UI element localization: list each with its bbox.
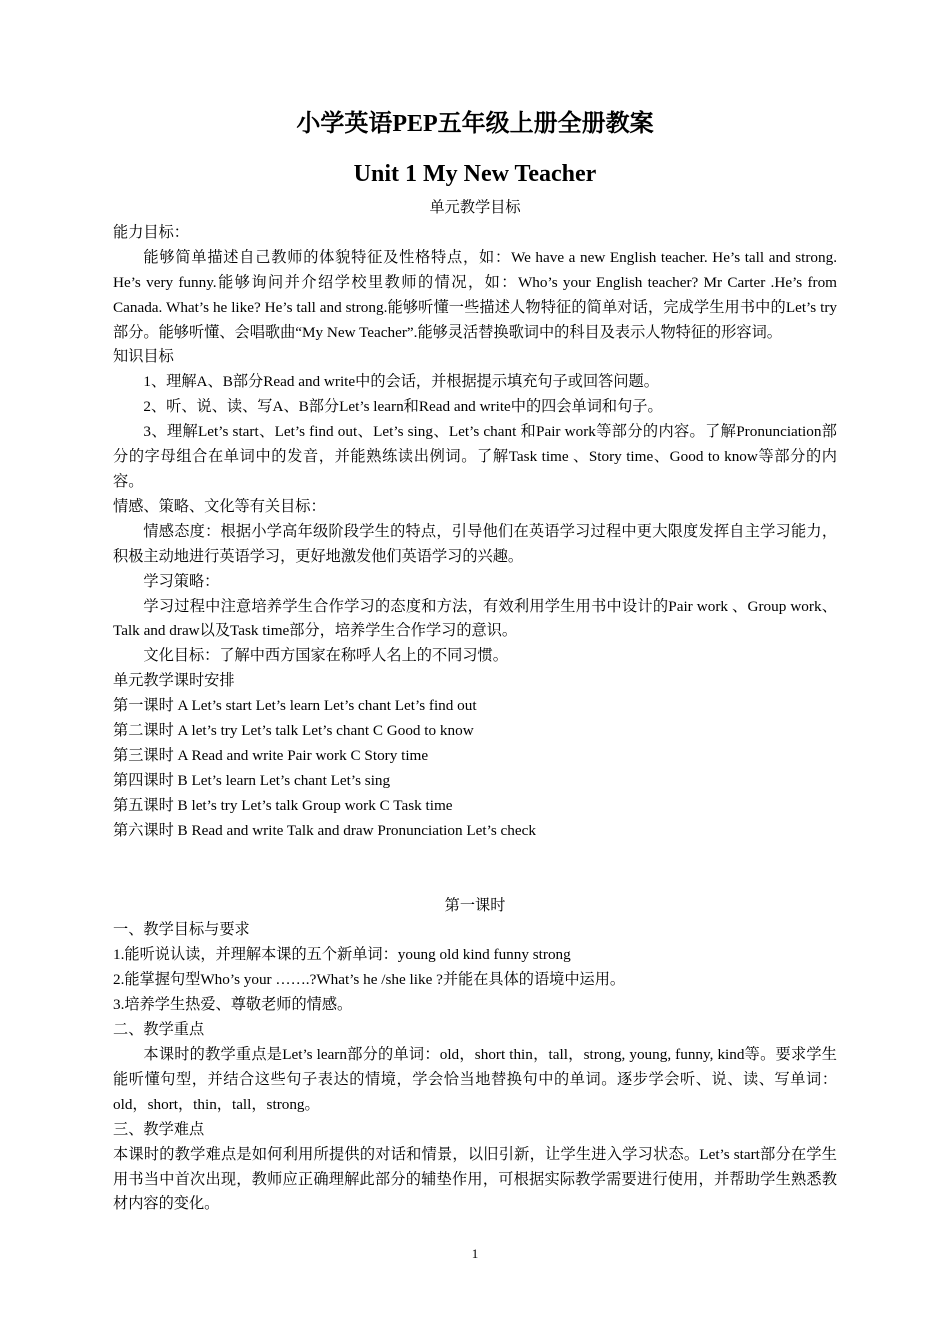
schedule-item: 第二课时 A let’s try Let’s talk Let’s chant C Good to know bbox=[113, 722, 474, 740]
schedule-item: 第五课时 B let’s try Let’s talk Group work C Task time bbox=[113, 796, 453, 814]
schedule-heading: 单元教学课时安排 bbox=[113, 672, 235, 690]
knowledge-item: 2、听、说、读、写A、B部分Let’s learn和Read and write中的四会单词和句子。 bbox=[143, 398, 663, 416]
difficulty-heading: 三、教学难点 bbox=[113, 1120, 205, 1138]
document-title: 小学英语PEP五年级上册全册教案 bbox=[296, 111, 654, 137]
ability-heading: 能力目标： bbox=[113, 223, 189, 241]
culture-paragraph: 文化目标：了解中西方国家在称呼人名上的不同习惯。 bbox=[143, 647, 508, 665]
attitude-paragraph: 情感态度：根据小学高年级阶段学生的特点，引导他们在英语学习过程中更大限度发挥自主学习能力，积极主动地进行英语学习，更好地激发他们英语学习的兴趣。 bbox=[113, 522, 837, 565]
schedule-item: 第一课时 A Let’s start Let’s learn Let’s chant Let’s find out bbox=[113, 697, 477, 715]
objectives-heading: 一、教学目标与要求 bbox=[113, 921, 250, 939]
difficulty-paragraph: 本课时的教学难点是如何利用所提供的对话和情景，以旧引新，让学生进入学习状态。Let’s start部分在学生用书当中首次出现，教师应正确理解此部分的辅垫作用，可根据实际教学需要进行使用，并帮助学生熟悉教材内容的变化。 bbox=[113, 1145, 837, 1213]
strategy-heading: 学习策略： bbox=[143, 572, 220, 590]
key-points-paragraph: 本课时的教学重点是Let’s learn部分的单词：old，short thin，tall，strong, young, funny, kind等。要求学生能听懂句型，并结合这些句子表达的情境，学会恰当地替换句中的单词。逐步学会听、说、读、写单词：old，short，thin，tall，strong。 bbox=[113, 1046, 837, 1113]
schedule-item: 第四课时 B Let’s learn Let’s chant Let’s sing bbox=[113, 771, 391, 789]
knowledge-item: 1、理解A、B部分Read and write中的会话，并根据提示填充句子或回答问题。 bbox=[143, 373, 659, 391]
schedule-item: 第六课时 B Read and write Talk and draw Pronunciation Let’s check bbox=[113, 821, 536, 839]
unit-goals-heading: 单元教学目标 bbox=[429, 199, 521, 216]
unit-title: Unit 1 My New Teacher bbox=[353, 161, 597, 187]
affective-heading: 情感、策略、文化等有关目标： bbox=[113, 497, 326, 515]
objective-item: 2.能掌握句型Who’s your …….?What’s he /she like ?并能在具体的语境中运用。 bbox=[113, 971, 626, 989]
knowledge-item: 3、理解Let’s start、Let’s find out、Let’s sing、Let’s chant 和Pair work等部分的内容。了解Pronunciation部分的字母组合在单词中的发音，并能熟练读出例词。了解Task time 、Story time、Good to know等部分的内容。 bbox=[113, 423, 837, 490]
objective-item: 3.培养学生热爱、尊敬老师的情感。 bbox=[113, 996, 353, 1014]
strategy-paragraph: 学习过程中注意培养学生合作学习的态度和方法，有效利用学生用书中设计的Pair work 、Group work、Talk and draw以及Task time部分，培养学生合作学习的意识。 bbox=[113, 597, 837, 640]
section-gap bbox=[113, 844, 837, 894]
knowledge-heading: 知识目标 bbox=[113, 348, 174, 366]
objective-item: 1.能听说认读，并理解本课的五个新单词：young old kind funny strong bbox=[113, 946, 571, 964]
lesson1-heading: 第一课时 bbox=[444, 896, 506, 914]
key-points-heading: 二、教学重点 bbox=[113, 1021, 205, 1039]
schedule-item: 第三课时 A Read and write Pair work C Story time bbox=[113, 746, 429, 764]
ability-paragraph: 能够简单描述自己教师的体貌特征及性格特点，如：We have a new English teacher. He’s tall and strong. He’s very funny.能够询问并介绍学校里教师的情况，如：Who’s your English teacher? Mr Carter .He’s from Canada. What’s he like? He’s tall and strong.能够听懂一些描述人物特征的简单对话，完成学生用书中的Let’s try 部分。能够听懂、会唱歌曲“My New Teacher”.能够灵活替换歌词中的科目及表示人物特征的形容词。 bbox=[113, 248, 837, 341]
document-page bbox=[113, 100, 837, 1217]
page-number: 1 bbox=[471, 1246, 479, 1261]
